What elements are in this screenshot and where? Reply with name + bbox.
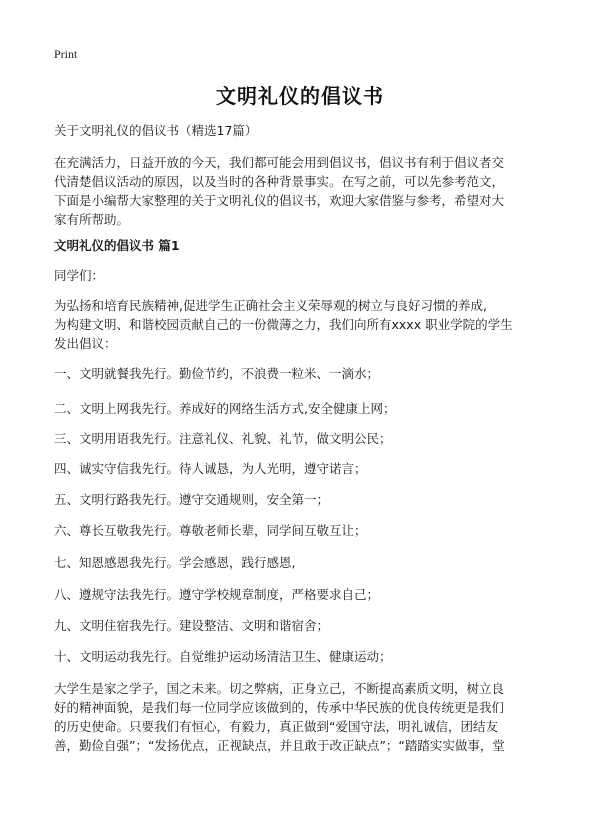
initiative-item: 五、文明行路我先行。遵守交通规则，安全第一；	[54, 492, 330, 507]
initiative-item: 四、诚实守信我先行。待人诚恳，为人光明，遵守诺言；	[54, 461, 367, 476]
initiative-item: 三、文明用语我先行。注意礼仪、礼貌、礼节，做文明公民；	[54, 431, 392, 446]
document-title: 文明礼仪的倡议书	[216, 84, 384, 108]
preface-line: 发出倡议：	[54, 336, 117, 351]
preface-line: 为弘扬和培育民族精神,促进学生正确社会主义荣辱观的树立与良好习惯的养成,	[54, 298, 487, 313]
closing-line: 善，勤俭自强”；“发扬优点，正视缺点，并且敢于改正缺点”；“踏踏实实做事，堂	[54, 738, 505, 753]
closing-line: 的历史使命。只要我们有恒心，有毅力，真正做到“爱国守法，明礼诚信，团结友	[54, 719, 498, 734]
initiative-item: 二、文明上网我先行。养成好的网络生活方式,安全健康上网；	[54, 401, 396, 416]
initiative-item: 七、知恩感恩我先行。学会感恩，践行感恩,	[54, 555, 296, 570]
greeting: 同学们：	[54, 268, 105, 283]
preface-paragraph	[54, 296, 554, 353]
section-heading: 文明礼仪的倡议书 篇1	[54, 238, 180, 253]
intro-line: 家有所帮助。	[54, 212, 130, 227]
document-subtitle: 关于文明礼仪的倡议书（精选17篇）	[54, 123, 258, 138]
closing-paragraph	[54, 679, 554, 755]
intro-line: 下面是小编帮大家整理的关于文明礼仪的倡议书，欢迎大家借鉴与参考，希望对大	[54, 193, 505, 208]
print-link[interactable]: Print	[54, 47, 78, 61]
initiative-item: 十、文明运动我先行。自觉维护运动场清洁卫生、健康运动；	[54, 649, 392, 664]
intro-line: 在充满活力，日益开放的今天，我们都可能会用到倡议书，倡议书有利于倡议者交	[54, 155, 505, 170]
intro-paragraph	[54, 153, 554, 229]
initiative-item: 六、尊长互敬我先行。尊敬老师长辈，同学间互敬互让；	[54, 523, 367, 538]
preface-line: 为构建文明、和谐校园贡献自己的一份微薄之力，我们向所有xxxx 职业学院的学生	[54, 317, 513, 332]
closing-line: 好的精神面貌，是我们每一位同学应该做到的，传承中华民族的优良传统更是我们	[54, 700, 505, 715]
intro-line: 代清楚倡议活动的原因，以及当时的各种背景事实。在写之前，可以先参考范文，	[54, 174, 505, 189]
initiative-item: 一、文明就餐我先行。勤俭节约，不浪费一粒米、一滴水；	[54, 366, 380, 381]
closing-line: 大学生是家之学子，国之未来。切之弊病，正身立己，不断提高素质文明，树立良	[54, 681, 505, 696]
initiative-item: 九、文明住宿我先行。建设整洁、文明和谐宿舍；	[54, 618, 330, 633]
initiative-item: 八、遵规守法我先行。遵守学校规章制度，严格要求自己；	[54, 587, 380, 602]
